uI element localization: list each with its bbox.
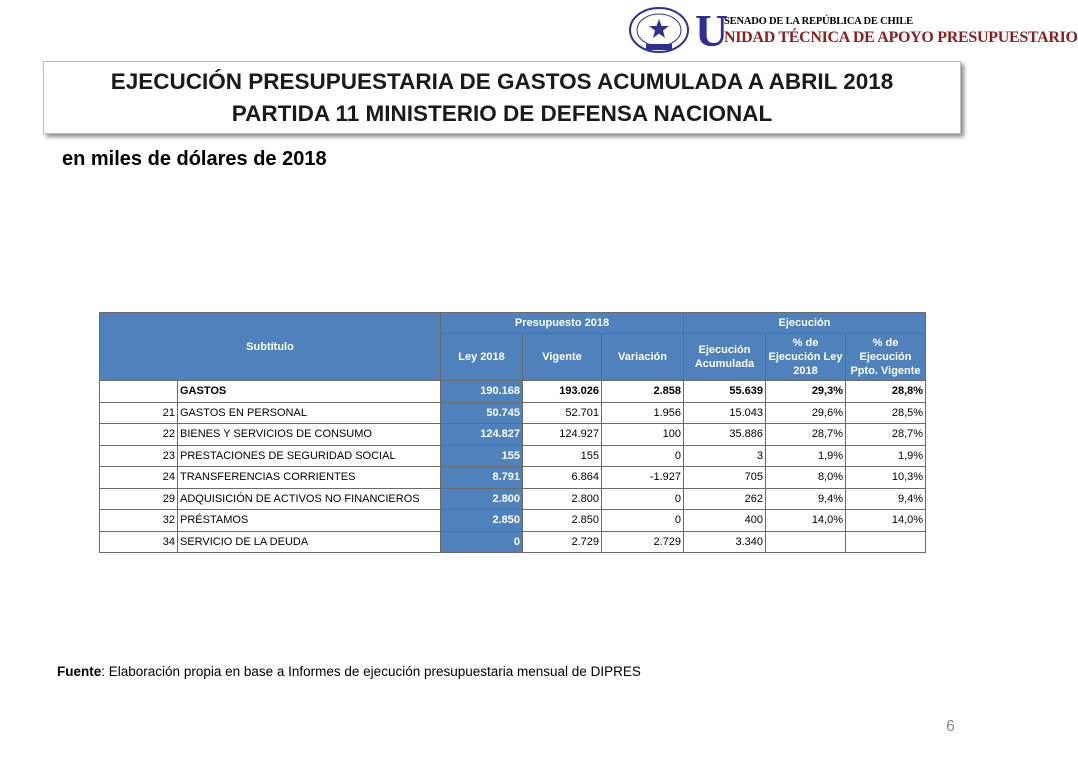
row-ley: 8.791 — [441, 467, 523, 489]
title-line-1: EJECUCIÓN PRESUPUESTARIA DE GASTOS ACUMULADA A ABRIL 2018 — [110, 68, 894, 94]
logo-unit-text: NIDAD TÉCNICA DE APOYO PRESUPUESTARIO — [724, 29, 1078, 46]
row-pct-ley: 1,9% — [766, 445, 846, 467]
row-pct-ley: 14,0% — [766, 510, 846, 532]
row-ley: 190.168 — [441, 381, 523, 403]
table-row — [100, 531, 926, 553]
row-vigente: 193.026 — [523, 381, 602, 403]
row-variacion: -1.927 — [602, 467, 684, 489]
row-pct-vigente: 28,8% — [846, 381, 926, 403]
row-variacion: 100 — [602, 424, 684, 446]
senate-seal-icon — [628, 6, 690, 54]
header-ejecucion: Ejecución — [684, 313, 926, 334]
row-ley: 124.827 — [441, 424, 523, 446]
row-code: 34 — [100, 531, 178, 553]
row-label: GASTOS EN PERSONAL — [178, 402, 441, 424]
header-vigente: Vigente — [523, 334, 602, 381]
row-label: BIENES Y SERVICIOS DE CONSUMO — [178, 424, 441, 446]
senate-logo — [628, 5, 1078, 56]
row-pct-ley: 29,3% — [766, 381, 846, 403]
row-label: PRESTACIONES DE SEGURIDAD SOCIAL — [178, 445, 441, 467]
row-code: 24 — [100, 467, 178, 489]
row-vigente: 2.850 — [523, 510, 602, 532]
title-box — [43, 61, 961, 134]
row-ejecucion: 3 — [684, 445, 766, 467]
row-vigente: 2.729 — [523, 531, 602, 553]
row-ley: 155 — [441, 445, 523, 467]
row-pct-vigente: 10,3% — [846, 467, 926, 489]
row-variacion: 0 — [602, 510, 684, 532]
logo-senate-text: SENADO DE LA REPÚBLICA DE CHILE — [724, 16, 913, 27]
table-row-total — [100, 381, 926, 403]
row-ejecucion: 3.340 — [684, 531, 766, 553]
row-vigente: 52.701 — [523, 402, 602, 424]
table-row — [100, 467, 926, 489]
row-variacion: 0 — [602, 488, 684, 510]
units-subtitle: en miles de dólares de 2018 — [62, 148, 327, 170]
row-ejecucion: 400 — [684, 510, 766, 532]
header-subtitulo: Subtítulo — [100, 313, 441, 381]
table-row — [100, 424, 926, 446]
source-note — [57, 664, 641, 679]
row-pct-ley: 28,7% — [766, 424, 846, 446]
row-variacion: 0 — [602, 445, 684, 467]
row-code: 22 — [100, 424, 178, 446]
table-row — [100, 402, 926, 424]
header-pct-ley: % de Ejecución Ley 2018 — [766, 334, 846, 381]
table-row — [100, 510, 926, 532]
row-label: TRANSFERENCIAS CORRIENTES — [178, 467, 441, 489]
header-variacion: Variación — [602, 334, 684, 381]
title-line-2: PARTIDA 11 MINISTERIO DE DEFENSA NACIONAL — [231, 100, 773, 126]
row-ejecucion: 262 — [684, 488, 766, 510]
row-code: 29 — [100, 488, 178, 510]
row-vigente: 124.927 — [523, 424, 602, 446]
source-text: : Elaboración propia en base a Informes de ejecución presupuestaria mensual de DIPRES — [101, 664, 641, 679]
header-ley: Ley 2018 — [441, 334, 523, 381]
header-pct-vigente: % de Ejecución Ppto. Vigente — [846, 334, 926, 381]
row-pct-vigente: 28,7% — [846, 424, 926, 446]
row-code: 23 — [100, 445, 178, 467]
row-label: SERVICIO DE LA DEUDA — [178, 531, 441, 553]
row-vigente: 2.800 — [523, 488, 602, 510]
row-ejecucion: 15.043 — [684, 402, 766, 424]
row-vigente: 155 — [523, 445, 602, 467]
row-variacion: 2.729 — [602, 531, 684, 553]
row-code: 32 — [100, 510, 178, 532]
row-ejecucion: 705 — [684, 467, 766, 489]
logo-initial: U — [695, 5, 729, 56]
source-label: Fuente — [57, 664, 102, 679]
row-pct-ley — [766, 531, 846, 553]
row-variacion: 2.858 — [602, 381, 684, 403]
row-pct-vigente: 28,5% — [846, 402, 926, 424]
row-pct-ley: 9,4% — [766, 488, 846, 510]
row-ejecucion: 35.886 — [684, 424, 766, 446]
table-row — [100, 488, 926, 510]
header-presupuesto: Presupuesto 2018 — [441, 313, 684, 334]
row-code: 21 — [100, 402, 178, 424]
budget-table — [99, 312, 926, 553]
row-pct-ley: 29,6% — [766, 402, 846, 424]
row-variacion: 1.956 — [602, 402, 684, 424]
row-ley: 0 — [441, 531, 523, 553]
row-code — [100, 381, 178, 403]
row-pct-vigente — [846, 531, 926, 553]
row-label: PRÉSTAMOS — [178, 510, 441, 532]
row-pct-vigente: 1,9% — [846, 445, 926, 467]
row-pct-vigente: 14,0% — [846, 510, 926, 532]
header-ejec-acumulada: Ejecución Acumulada — [684, 334, 766, 381]
row-ley: 50.745 — [441, 402, 523, 424]
row-ley: 2.800 — [441, 488, 523, 510]
row-label: GASTOS — [178, 381, 441, 403]
row-label: ADQUISICIÓN DE ACTIVOS NO FINANCIEROS — [178, 488, 441, 510]
row-ejecucion: 55.639 — [684, 381, 766, 403]
row-pct-vigente: 9,4% — [846, 488, 926, 510]
row-pct-ley: 8,0% — [766, 467, 846, 489]
row-vigente: 6.864 — [523, 467, 602, 489]
table-row — [100, 445, 926, 467]
page-number: 6 — [946, 718, 955, 735]
row-ley: 2.850 — [441, 510, 523, 532]
